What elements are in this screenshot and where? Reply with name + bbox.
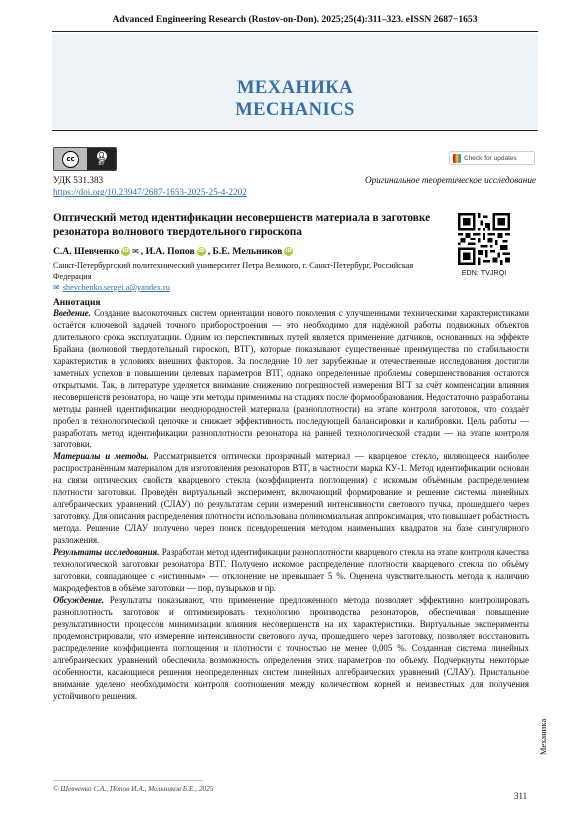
abstract-body [53, 308, 529, 702]
copyright-notice: © Шевченко С.А., Попов И.А., Мельников Б.Е., 2025 [53, 784, 214, 793]
check-updates-label: Check for updates [464, 154, 517, 162]
paragraph-text: Разработан метод идентификации разноплотности кварцевого стекла на этапе контроля качества технологической заготовки резонатора ВТГ. Получено искомое распределение плотности кварцевого стекла по объёму заготовки, совпадающее с «истинным» — отклонение не превышает 5 %. Оценена чувствительность метода к наличию макродефектов в объёме заготовки — пор, пузырьков и пр. [53, 547, 529, 593]
check-for-updates-button[interactable] [449, 151, 535, 165]
header-rule [52, 31, 538, 32]
orcid-icon[interactable]: iD [285, 248, 292, 254]
section-banner [52, 34, 538, 129]
envelope-icon[interactable]: ✉ [132, 247, 139, 256]
article-type: Оригинальное теоретическое исследование [365, 175, 536, 185]
footer-rule [53, 780, 203, 781]
orcid-icon[interactable]: iD [122, 248, 129, 254]
section-title-en: MECHANICS [235, 100, 355, 120]
by-label: BY [98, 161, 105, 167]
abstract-paragraph [53, 451, 529, 547]
author-list [53, 246, 293, 257]
author-name: С.А. Шевченко [53, 246, 120, 257]
author-name: , Б.Е. Мельников [207, 246, 283, 257]
check-updates-icon [453, 154, 461, 163]
edn-code: EDN: TVJRQI [461, 268, 507, 277]
doi-link[interactable]: https://doi.org/10.23947/2687-1653-2025-25-4-2202 [53, 187, 247, 197]
paragraph-label: Материалы и методы. [53, 451, 149, 462]
abstract-paragraph [53, 595, 529, 703]
author-name: , И.А. Попов [140, 246, 195, 257]
section-title-ru: МЕХАНИКА [236, 78, 354, 98]
abstract-paragraph [53, 547, 529, 595]
journal-header: Advanced Engineering Research (Rostov-on-Don). 2025;25(4):311–323. eISSN 2687−1653 [112, 14, 478, 25]
paragraph-label: Результаты исследования. [53, 547, 160, 558]
author-email[interactable] [53, 283, 170, 292]
paragraph-label: Введение. [53, 308, 91, 318]
udk-code: УДК 531.383 [53, 175, 104, 185]
paragraph-text: Результаты показывают, что применение предложенного метода позволяет эффективно контролировать разноплотность заготовок и оптимизировать технологию производства резонаторов, обеспечивая повышение результативности процессов минимизации влияния несовершенств на их характеристики. Виртуальные эксперименты продемонстрировали, что измерение интенсивности светового луча, прошедшего через заготовку, позволяет восстановить распределение коэффициента поглощения и плотности с точностью не менее 0,005 %. Созданная система линейных алгебраических уравнений обеспечила возможность определения этих параметров по объему. Подчеркнуты некоторые особенности, касающиеся решения неопределенных систем линейных алгебраических уравнений (СЛАУ). Пристальное внимание уделено необходимости контроля соотношения между количеством корней и неизвестных для получения устойчивого решения. [53, 594, 529, 701]
by-icon: 👤︎ [97, 152, 106, 160]
page-number: 311 [514, 791, 528, 801]
qr-code-icon [458, 213, 510, 265]
abstract-heading: Аннотация [53, 298, 101, 308]
email-address[interactable]: shevchenko.sergei.a@yandex.ru [62, 283, 170, 292]
paragraph-text: Создание высокоточных систем ориентации нового поколения с улучшенными техническими характеристиками остаётся ключевой задачей точного приборостроения — это необходимо для надёжной работы подвижных объектов длительного срока эксплуатации. Одним из перспективных путей является применение датчиков, основанных на эффекте Брайана (волновой твердотельный гироскоп, ВТГ), которые показывают существенные преимущества по стабильности характеристик в условиях внешних факторов. За последние 10 лет зарубежные и отечественные исследования достигли заметных успехов в повышении целевых параметров ВТГ, однако определенные проблемы совершенствования остаются открытыми. Так, в литературе уделяется внимание снижению погрешностей измерения ВГТ за счёт компенсации влияния несовершенств резонатора, но чаще эти методы применимы на стадиях после формообразования. Недостаточно разработаны методы ранней идентификации неоднородностей материала (разноплотности) на этапе контроля заготовок, что создаёт пробел в технологической цепочке и снижает эффективность последующей балансировки и калибровки. Цель работы — разработать метод идентификации разноплотности резонатора на ранней технологической стадии — на этапе контроля заготовки. [53, 308, 529, 450]
article-title: Оптический метод идентификации несовершенств материала в заготовке резонатора волнового твердотельного гироскопа [53, 212, 431, 238]
orcid-icon[interactable]: iD [197, 248, 205, 254]
envelope-icon: ✉ [53, 283, 60, 292]
affiliation: Санкт-Петербургский политехнический университет Петра Великого, г. Санкт-Петербург, Российская Федерация [53, 261, 414, 281]
abstract-paragraph [53, 308, 529, 451]
paragraph-text: Рассматривается оптически прозрачный материал — кварцевое стекло, являющееся наиболее распространённым материалом для изготовления резонаторов ВТГ, в частности марка КУ-1. Метод идентификации основан на связи оптических свойств кварцевого стекла (коэффициента поглощения) с искомым объёмным распределением плотности заготовки. Проведён виртуальный эксперимент, включающий формирование и решение системы линейных алгебраических уравнений (СЛАУ) по результатам серии измерений интенсивности светового пучка, прошедшего через заготовку. Для описания распределения плотности использована полиномиальная аппроксимация, что повышает робастность метода. Решение СЛАУ получено через поиск псевдорешения методом наименьших квадратов на базе сингулярного разложения. [53, 451, 529, 546]
section-rule [52, 130, 538, 131]
paragraph-label: Обсуждение. [53, 594, 105, 605]
side-section-label: Механика [538, 718, 548, 756]
cc-icon: cc [62, 151, 79, 168]
cc-by-license-badge[interactable] [53, 147, 117, 171]
